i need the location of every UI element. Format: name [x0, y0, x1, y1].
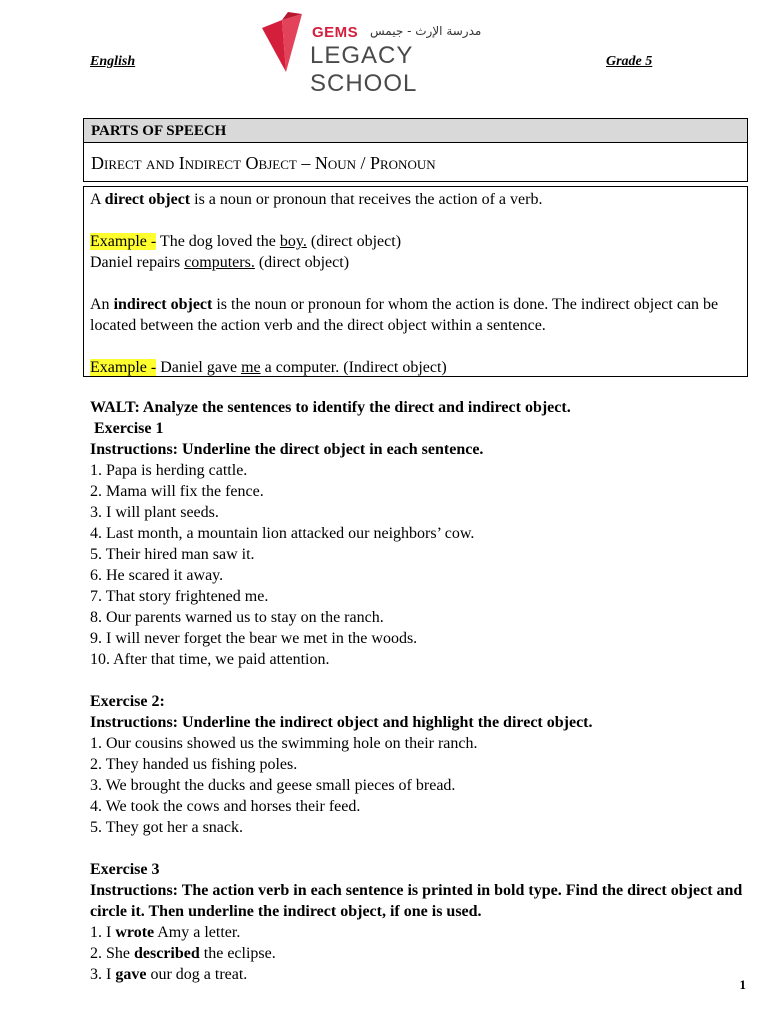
- indirect-object-definition: An indirect object is the noun or pronoun for whom the action is done. The indirect object can be located between the action verb and the direct object within a sentence.: [90, 296, 719, 334]
- example-highlight: Example -: [90, 233, 157, 250]
- list-item: 10. After that time, we paid attention.: [90, 651, 330, 668]
- logo-school-text: LEGACY SCHOOL: [310, 42, 418, 97]
- list-item: 4. Last month, a mountain lion attacked our neighbors’ cow.: [90, 525, 475, 542]
- list-item: 8. Our parents warned us to stay on the ranch.: [90, 609, 384, 626]
- lesson-title: Direct and Indirect Object – Noun / Pronoun: [91, 153, 436, 173]
- example-2: Daniel repairs computers. (direct object): [90, 254, 350, 271]
- example-highlight: Example -: [90, 359, 157, 376]
- exercise-1-title: Exercise 1: [94, 420, 164, 437]
- list-item: 2. Mama will fix the fence.: [90, 483, 264, 500]
- exercise-3-instructions: Instructions: The action verb in each sentence is printed in bold type. Find the direct object and circle it. Then underline the indirect object, if one is used.: [90, 882, 743, 920]
- definition-box: [83, 186, 748, 377]
- grade-label: Grade 5: [606, 54, 653, 69]
- exercise-2-instructions: Instructions: Underline the indirect object and highlight the direct object.: [90, 714, 593, 731]
- list-item: 4. We took the cows and horses their feed.: [90, 798, 361, 815]
- list-item: 7. That story frightened me.: [90, 588, 269, 605]
- exercise-3-title: Exercise 3: [90, 861, 160, 878]
- example-3: Example - Daniel gave me a computer. (Indirect object): [90, 359, 447, 376]
- example-1: Example - The dog loved the boy. (direct object): [90, 233, 402, 250]
- logo-arabic-text: مدرسة الإرث - جيمس: [370, 24, 482, 38]
- section-heading: PARTS OF SPEECH: [91, 123, 227, 139]
- direct-object-definition: A direct object is a noun or pronoun that receives the action of a verb.: [90, 191, 543, 208]
- list-item: 5. They got her a snack.: [90, 819, 243, 836]
- exercises: [90, 397, 750, 985]
- red-chevron-logo-icon: [262, 12, 306, 74]
- logo-gems-text: GEMS: [312, 24, 359, 41]
- title-box: [83, 118, 748, 182]
- exercise-1-instructions: Instructions: Underline the direct object in each sentence.: [90, 441, 484, 458]
- list-item: 5. Their hired man saw it.: [90, 546, 255, 563]
- list-item: 3. I gave our dog a treat.: [90, 966, 248, 983]
- school-logo: [262, 12, 512, 97]
- exercise-2-title: Exercise 2:: [90, 693, 165, 710]
- walt-objective: WALT: Analyze the sentences to identify the direct and indirect object.: [90, 399, 571, 416]
- list-item: 1. Papa is herding cattle.: [90, 462, 248, 479]
- subject-label: English: [90, 54, 136, 69]
- page-number: 1: [739, 977, 746, 992]
- list-item: 3. I will plant seeds.: [90, 504, 219, 521]
- list-item: 2. They handed us fishing poles.: [90, 756, 298, 773]
- list-item: 9. I will never forget the bear we met in the woods.: [90, 630, 418, 647]
- list-item: 2. She described the eclipse.: [90, 945, 276, 962]
- list-item: 6. He scared it away.: [90, 567, 224, 584]
- list-item: 1. Our cousins showed us the swimming hole on their ranch.: [90, 735, 478, 752]
- list-item: 3. We brought the ducks and geese small pieces of bread.: [90, 777, 456, 794]
- list-item: 1. I wrote Amy a letter.: [90, 924, 241, 941]
